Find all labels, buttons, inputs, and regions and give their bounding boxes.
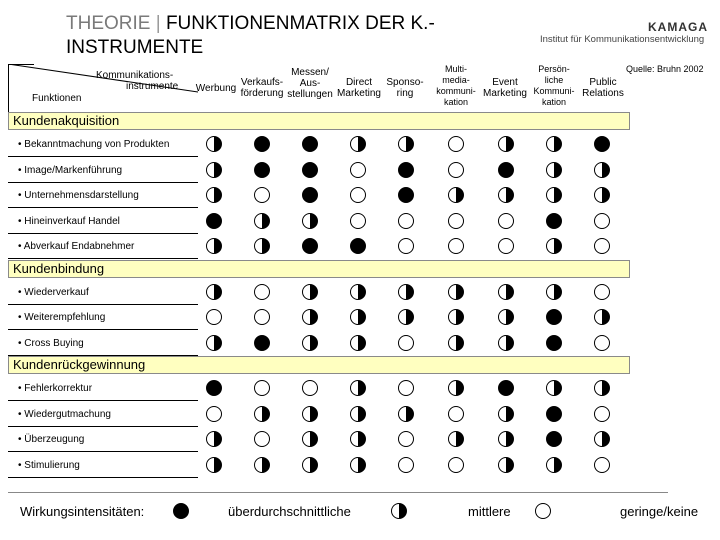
intensity-empty-icon xyxy=(497,237,515,255)
intensity-half-icon xyxy=(349,456,367,474)
section-header: Kundenbindung xyxy=(8,260,630,278)
intensity-half-icon xyxy=(593,308,611,326)
intensity-half-icon xyxy=(397,135,415,153)
instrument-header-line: stellungen xyxy=(287,89,333,100)
bottom-rule xyxy=(8,492,668,493)
matrix-row xyxy=(8,280,630,305)
intensity-half-icon xyxy=(349,405,367,423)
instrument-header-line: Marketing xyxy=(483,88,527,99)
instrument-header-line: Sponso- xyxy=(386,77,424,88)
intensity-half-icon xyxy=(545,379,563,397)
page-title xyxy=(66,12,506,60)
logo xyxy=(540,20,708,45)
function-label: • Unternehmensdarstellung xyxy=(18,190,139,201)
intensity-half-icon xyxy=(205,456,223,474)
corner-instruments-line1: Kommunikations- xyxy=(96,70,174,81)
intensity-full-icon xyxy=(253,161,271,179)
intensity-half-icon xyxy=(301,405,319,423)
matrix-row xyxy=(8,158,630,183)
row-rule xyxy=(8,477,198,478)
corner-functions: Funktionen xyxy=(32,93,82,104)
intensity-half-icon xyxy=(301,334,319,352)
intensity-full-icon xyxy=(545,430,563,448)
intensity-half-icon xyxy=(447,283,465,301)
intensity-empty-icon xyxy=(593,237,611,255)
intensity-full-icon xyxy=(301,186,319,204)
intensity-half-icon xyxy=(397,308,415,326)
intensity-half-icon xyxy=(349,308,367,326)
intensity-half-icon xyxy=(397,283,415,301)
intensity-empty-icon xyxy=(397,237,415,255)
instrument-header-line: Direct xyxy=(345,77,373,88)
intensity-half-icon xyxy=(205,237,223,255)
section-header: Kundenakquisition xyxy=(8,112,630,130)
title-part2: FUNKTIONENMATRIX DER K.- xyxy=(165,13,435,34)
matrix-row xyxy=(8,305,630,330)
intensity-half-icon xyxy=(545,237,563,255)
matrix-row xyxy=(8,376,630,401)
intensity-empty-icon xyxy=(301,379,319,397)
instrument-header-line: kommuni- xyxy=(436,86,476,96)
legend-empty-icon xyxy=(534,502,552,525)
instrument-header-line: Relations xyxy=(582,88,624,99)
function-label: • Stimulierung xyxy=(18,459,80,471)
intensity-empty-icon xyxy=(593,456,611,474)
intensity-half-icon xyxy=(497,186,515,204)
title-line2: INSTRUMENTE xyxy=(66,37,204,58)
intensity-half-icon xyxy=(205,334,223,352)
intensity-empty-icon xyxy=(349,212,367,230)
intensity-empty-icon xyxy=(447,456,465,474)
intensity-half-icon xyxy=(497,430,515,448)
function-label: • Cross Buying xyxy=(18,337,84,349)
intensity-half-icon xyxy=(301,308,319,326)
intensity-empty-icon xyxy=(447,161,465,179)
intensity-half-icon xyxy=(253,237,271,255)
legend-label: Wirkungsintensitäten: xyxy=(20,504,145,519)
intensity-full-icon xyxy=(253,334,271,352)
intensity-half-icon xyxy=(593,186,611,204)
intensity-half-icon xyxy=(497,334,515,352)
function-label: • Abverkauf Endabnehmer xyxy=(18,241,135,252)
intensity-half-icon xyxy=(447,308,465,326)
intensity-empty-icon xyxy=(593,212,611,230)
intensity-full-icon xyxy=(349,237,367,255)
instrument-header-line: förderung xyxy=(240,88,284,99)
intensity-full-icon xyxy=(497,161,515,179)
intensity-empty-icon xyxy=(253,186,271,204)
intensity-half-icon xyxy=(497,308,515,326)
intensity-half-icon xyxy=(205,161,223,179)
intensity-half-icon xyxy=(253,456,271,474)
intensity-half-icon xyxy=(447,379,465,397)
intensity-full-icon xyxy=(397,161,415,179)
intensity-half-icon xyxy=(205,135,223,153)
instrument-header-line: Persön- xyxy=(538,64,570,74)
function-label: • Fehlerkorrektur xyxy=(18,383,93,394)
intensity-empty-icon xyxy=(447,135,465,153)
intensity-half-icon xyxy=(545,456,563,474)
instrument-header-line: liche xyxy=(544,75,564,85)
intensity-empty-icon xyxy=(447,405,465,423)
instrument-header-line: kation xyxy=(541,97,567,107)
intensity-half-icon xyxy=(301,456,319,474)
matrix-row xyxy=(8,331,630,356)
instrument-header-line: Aus- xyxy=(299,78,321,89)
function-label: • Wiedergutmachung xyxy=(18,408,111,420)
intensity-full-icon xyxy=(301,135,319,153)
intensity-empty-icon xyxy=(447,237,465,255)
function-label: • Wiederverkauf xyxy=(18,286,89,298)
intensity-half-icon xyxy=(205,186,223,204)
intensity-full-icon xyxy=(545,334,563,352)
intensity-empty-icon xyxy=(397,430,415,448)
intensity-half-icon xyxy=(545,186,563,204)
intensity-full-icon xyxy=(253,135,271,153)
intensity-half-icon xyxy=(253,405,271,423)
intensity-half-icon xyxy=(349,430,367,448)
instrument-header-line: kation xyxy=(443,97,469,107)
legend-full-icon xyxy=(172,502,190,525)
function-label: • Weiterempfehlung xyxy=(18,312,106,323)
source-note: Quelle: Bruhn 2002 xyxy=(626,64,704,74)
matrix-row xyxy=(8,132,630,157)
instrument-header-line: Messen/ xyxy=(291,67,329,78)
title-separator: | xyxy=(155,13,161,34)
intensity-full-icon xyxy=(205,379,223,397)
legend-full-text: überdurchschnittliche xyxy=(228,504,351,519)
intensity-full-icon xyxy=(301,237,319,255)
intensity-half-icon xyxy=(301,212,319,230)
intensity-half-icon xyxy=(593,161,611,179)
intensity-half-icon xyxy=(447,430,465,448)
instrument-header-line: media- xyxy=(442,75,470,85)
instrument-header-line: Event xyxy=(492,77,518,88)
intensity-full-icon xyxy=(593,135,611,153)
function-label: • Überzeugung xyxy=(18,434,85,445)
intensity-half-icon xyxy=(397,405,415,423)
intensity-empty-icon xyxy=(447,212,465,230)
intensity-half-icon xyxy=(545,135,563,153)
instrument-header-line: Marketing xyxy=(337,88,381,99)
intensity-empty-icon xyxy=(349,186,367,204)
instrument-header-line: Public xyxy=(589,77,617,88)
legend-empty-text: geringe/keine xyxy=(620,504,699,519)
matrix-row xyxy=(8,453,630,478)
matrix-row xyxy=(8,209,630,234)
matrix-row xyxy=(8,427,630,452)
intensity-empty-icon xyxy=(205,405,223,423)
intensity-empty-icon xyxy=(593,405,611,423)
legend-half-icon xyxy=(390,502,408,525)
title-part1: THEORIE xyxy=(66,13,151,34)
intensity-full-icon xyxy=(301,161,319,179)
intensity-empty-icon xyxy=(397,212,415,230)
intensity-half-icon xyxy=(349,334,367,352)
intensity-empty-icon xyxy=(253,379,271,397)
intensity-half-icon xyxy=(301,430,319,448)
intensity-half-icon xyxy=(349,135,367,153)
intensity-empty-icon xyxy=(397,334,415,352)
intensity-empty-icon xyxy=(349,161,367,179)
intensity-empty-icon xyxy=(593,334,611,352)
intensity-full-icon xyxy=(205,212,223,230)
intensity-half-icon xyxy=(497,456,515,474)
intensity-half-icon xyxy=(545,161,563,179)
intensity-full-icon xyxy=(397,186,415,204)
section-header: Kundenrückgewinnung xyxy=(8,356,630,374)
function-label: • Image/Markenführung xyxy=(18,164,123,176)
intensity-empty-icon xyxy=(397,379,415,397)
intensity-half-icon xyxy=(593,430,611,448)
intensity-full-icon xyxy=(545,308,563,326)
intensity-half-icon xyxy=(349,283,367,301)
function-label: • Hineinverkauf Handel xyxy=(18,215,120,227)
intensity-half-icon xyxy=(497,405,515,423)
logo-name: KAMAGA xyxy=(648,20,708,34)
matrix-row xyxy=(8,183,630,208)
intensity-half-icon xyxy=(205,430,223,448)
intensity-half-icon xyxy=(205,283,223,301)
intensity-half-icon xyxy=(593,379,611,397)
intensity-full-icon xyxy=(545,212,563,230)
logo-subtitle: Institut für Kommunikationsentwicklung xyxy=(540,34,705,45)
intensity-full-icon xyxy=(545,405,563,423)
intensity-half-icon xyxy=(447,186,465,204)
matrix-row xyxy=(8,402,630,427)
intensity-half-icon xyxy=(497,135,515,153)
instrument-header-line: Multi- xyxy=(445,64,467,74)
intensity-half-icon xyxy=(253,212,271,230)
function-label: • Bekanntmachung von Produkten xyxy=(18,139,170,150)
instrument-header-line: Werbung xyxy=(195,83,237,94)
intensity-empty-icon xyxy=(397,456,415,474)
intensity-empty-icon xyxy=(497,212,515,230)
intensity-empty-icon xyxy=(205,308,223,326)
instrument-header xyxy=(573,77,633,99)
intensity-half-icon xyxy=(301,283,319,301)
instrument-header-line: Verkaufs- xyxy=(240,77,284,88)
instrument-header-line: ring xyxy=(396,88,414,99)
intensity-empty-icon xyxy=(253,430,271,448)
intensity-half-icon xyxy=(349,379,367,397)
legend-half-text: mittlere xyxy=(468,504,511,519)
intensity-half-icon xyxy=(447,334,465,352)
intensity-empty-icon xyxy=(253,283,271,301)
intensity-empty-icon xyxy=(253,308,271,326)
corner-instruments-line2: instrumente xyxy=(126,81,179,92)
intensity-empty-icon xyxy=(593,283,611,301)
matrix-row xyxy=(8,234,630,259)
instrument-header-line: Kommuni- xyxy=(533,86,575,96)
intensity-half-icon xyxy=(545,283,563,301)
intensity-half-icon xyxy=(497,283,515,301)
intensity-full-icon xyxy=(497,379,515,397)
